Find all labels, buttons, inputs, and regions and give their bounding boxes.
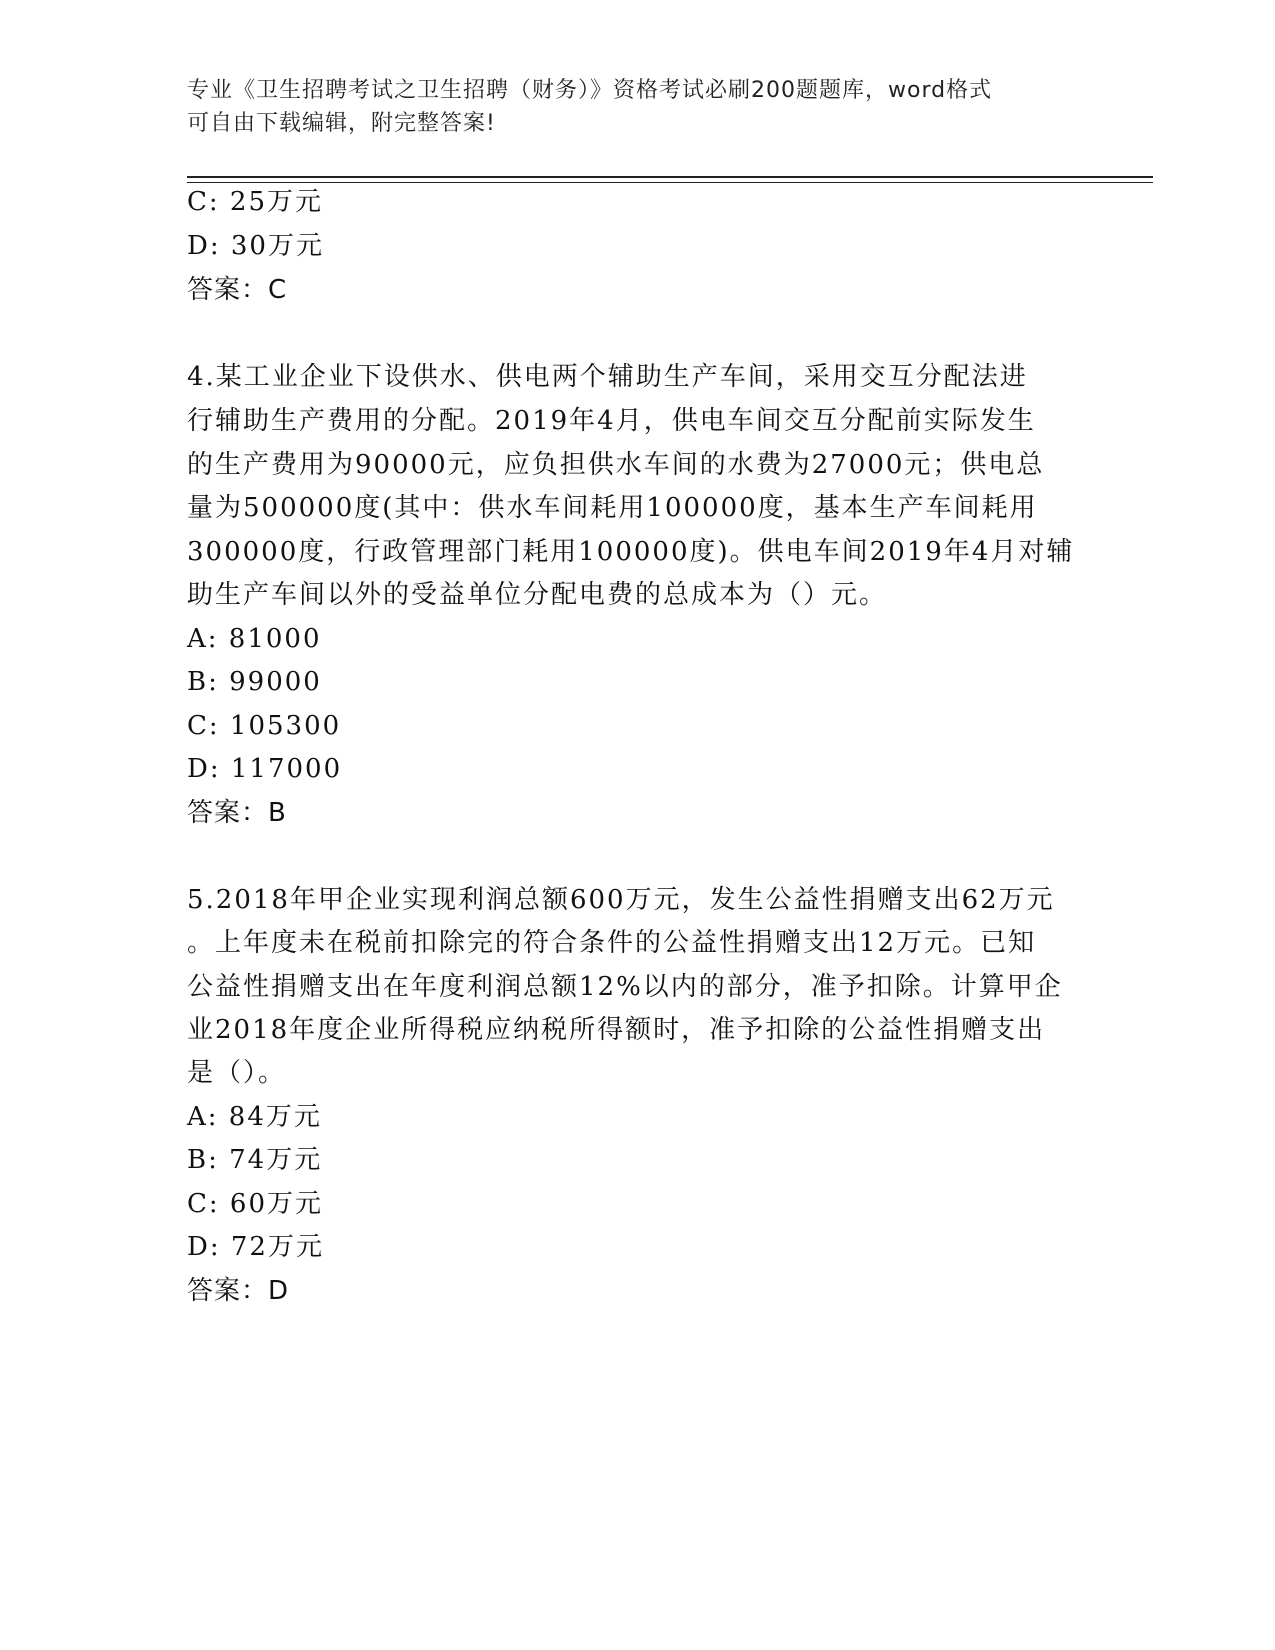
q5-option-c: C: 60万元 [187, 1189, 324, 1219]
q3-answer: 答案：C [187, 275, 288, 305]
q4-option-d: D: 117000 [187, 754, 343, 784]
header-divider-thick [187, 176, 1153, 178]
q5-option-d: D: 72万元 [187, 1232, 324, 1262]
q3-option-d: D: 30万元 [187, 231, 324, 261]
header-title-line-1: 专业《卫生招聘考试之卫生招聘（财务）》资格考试必刷200题题库，word格式 [187, 78, 993, 103]
q5-stem-line-3: 公益性捐赠支出在年度利润总额12%以内的部分，准予扣除。计算甲企 [187, 972, 1063, 1002]
q4-stem-line-2: 行辅助生产费用的分配。2019年4月，供电车间交互分配前实际发生 [187, 406, 1036, 436]
q5-stem-line-5: 是（）。 [187, 1058, 287, 1088]
header-title-line-2: 可自由下载编辑，附完整答案! [187, 111, 496, 136]
header-divider-thin [187, 182, 1153, 183]
q3-option-c: C: 25万元 [187, 187, 324, 217]
q4-stem-line-6: 助生产车间以外的受益单位分配电费的总成本为（）元。 [187, 580, 888, 610]
q4-stem-line-5: 300000度，行政管理部门耗用100000度)。供电车间2019年4月对辅 [187, 537, 1075, 567]
document-header [187, 74, 1087, 140]
q4-stem-line-1: 4.某工业企业下设供水、供电两个辅助生产车间，采用交互分配法进 [187, 362, 1028, 392]
q4-stem-line-3: 的生产费用为90000元，应负担供水车间的水费为27000元；供电总 [187, 450, 1045, 480]
q5-option-a: A: 84万元 [187, 1102, 322, 1132]
q5-stem-line-4: 业2018年度企业所得税应纳税所得额时，准予扣除的公益性捐赠支出 [187, 1015, 1046, 1045]
q5-answer: 答案：D [187, 1276, 290, 1306]
q4-stem-line-4: 量为500000度(其中：供水车间耗用100000度，基本生产车间耗用 [187, 493, 1038, 523]
q4-option-b: B: 99000 [187, 667, 322, 697]
q4-answer: 答案：B [187, 798, 287, 828]
q4-option-c: C: 105300 [187, 711, 342, 741]
q4-option-a: A: 81000 [187, 624, 322, 654]
q5-stem-line-1: 5.2018年甲企业实现利润总额600万元，发生公益性捐赠支出62万元 [187, 885, 1055, 915]
q5-option-b: B: 74万元 [187, 1145, 323, 1175]
q5-stem-line-2: 。上年度未在税前扣除完的符合条件的公益性捐赠支出12万元。已知 [187, 928, 1037, 958]
